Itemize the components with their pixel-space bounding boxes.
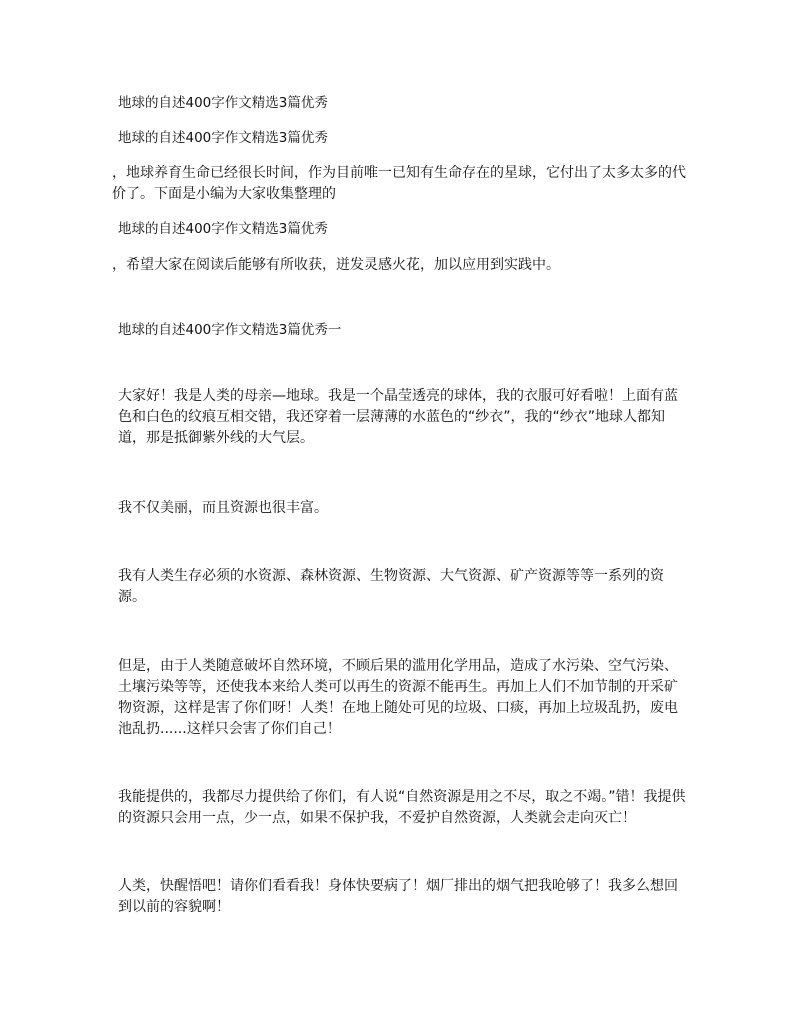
essay-paragraph: 我能提供的，我都尽力提供给了你们，有人说“自然资源是用之不尽，取之不竭。”错！我提供的资源只会用一点，少一点，如果不保护我，不爱护自然资源，人类就会走向灭亡！ xyxy=(118,789,686,826)
essay-paragraph: 人类，快醒悟吧！请你们看看我！身体快要病了！烟厂排出的烟气把我呛够了！我多么想回到以前的容貌啊！ xyxy=(118,878,678,915)
intro-paragraph: ，地球养育生命已经很长时间，作为目前唯一已知有生命存在的星球，它付出了太多太多的代价了。下面是小编为大家收集整理的 xyxy=(112,165,686,202)
essay-title: 地球的自述400字作文精选3篇优秀一 xyxy=(118,322,342,338)
essay-paragraph: 我不仅美丽，而且资源也很丰富。 xyxy=(118,500,328,516)
essay-paragraph: 大家好！我是人类的母亲—地球。我是一个晶莹透亮的球体，我的衣服可好看啦！上面有蓝色和白色的纹痕互相交错，我还穿着一层薄薄的水蓝色的“纱衣”，我的“纱衣”地球人都知道，那是抵御紫外线的大气层。 xyxy=(118,388,678,446)
document-title-repeat: 地球的自述400字作文精选3篇优秀 xyxy=(118,130,328,146)
document-page xyxy=(112,0,690,1036)
intro-closing-paragraph: ，希望大家在阅读后能够有所收获，迸发灵感火花，加以应用到实践中。 xyxy=(112,257,560,273)
document-title: 地球的自述400字作文精选3篇优秀 xyxy=(118,95,328,111)
document-title-inline: 地球的自述400字作文精选3篇优秀 xyxy=(118,221,328,237)
essay-paragraph: 我有人类生存必须的水资源、森林资源、生物资源、大气资源、矿产资源等等一系列的资源。 xyxy=(118,568,664,605)
essay-paragraph: 但是，由于人类随意破坏自然环境，不顾后果的滥用化学用品，造成了水污染、空气污染、土壤污染等等，还使我本来给人类可以再生的资源不能再生。再加上人们不加节制的开采矿物资源，这样是害了你们呀！人类！在地上随处可见的垃圾、口痰，再加上垃圾乱扔，废电池乱扔......这样只会害了你们自己！ xyxy=(118,658,678,737)
